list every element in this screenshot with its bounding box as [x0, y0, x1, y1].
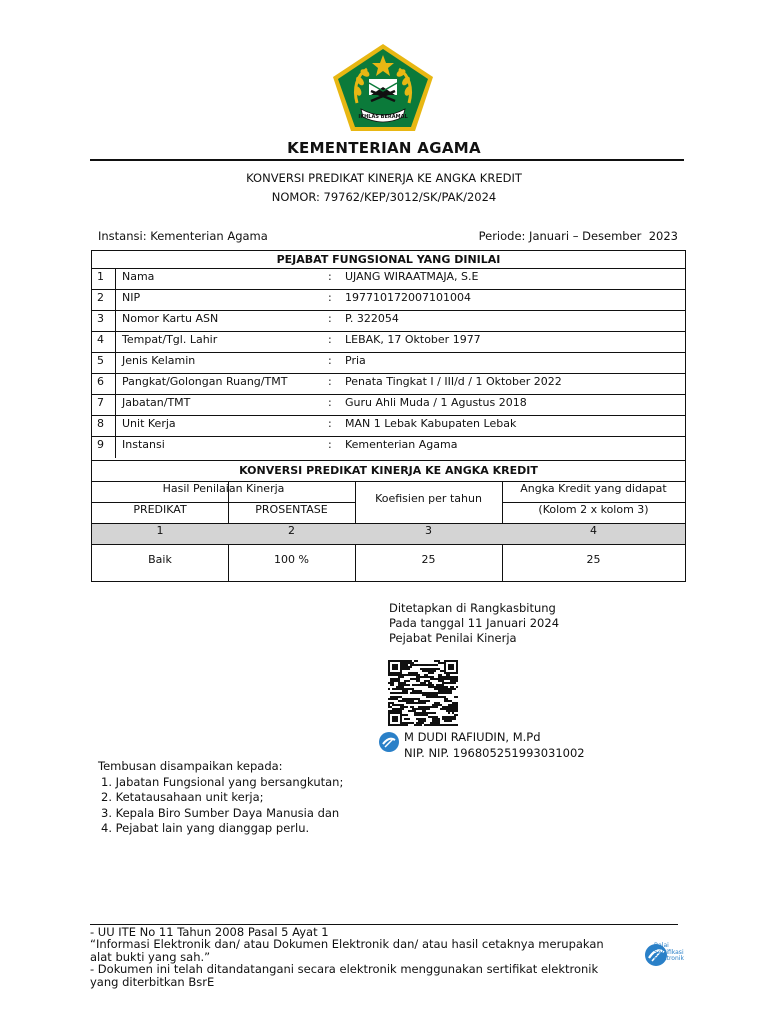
field-separator: :	[328, 270, 332, 283]
header-predikat: PREDIKAT	[133, 503, 187, 516]
officer-row	[92, 268, 685, 289]
signer-nip: NIP. NIP. 196805251993031002	[404, 746, 585, 760]
header-angka-kredit: Angka Kredit yang didapat	[520, 482, 667, 495]
field-separator: :	[328, 333, 332, 346]
col-number-2: 2	[288, 524, 295, 537]
field-value: Guru Ahli Muda / 1 Agustus 2018	[345, 396, 527, 409]
officer-row	[92, 331, 685, 352]
row-number: 7	[97, 396, 104, 409]
field-separator: :	[328, 375, 332, 388]
field-label: Unit Kerja	[122, 417, 176, 430]
value-angka-kredit: 25	[586, 553, 601, 566]
field-value: MAN 1 Lebak Kabupaten Lebak	[345, 417, 517, 430]
bsre-seal-icon	[378, 731, 400, 753]
field-label: Nomor Kartu ASN	[122, 312, 219, 325]
field-label: Nama	[122, 270, 155, 283]
copies-heading: Tembusan disampaikan kepada:	[98, 759, 283, 773]
title-divider	[90, 159, 684, 161]
copies-item: 3. Kepala Biro Sumber Daya Manusia dan	[101, 805, 340, 820]
header-hasil-penilaian: Hasil Penilaian Kinerja	[162, 482, 285, 495]
field-separator: :	[328, 291, 332, 304]
header-koefisien: Koefisien per tahun	[375, 492, 482, 505]
header-prosentase: PROSENTASE	[255, 503, 328, 516]
value-predikat: Baik	[148, 553, 172, 566]
emblem-motto: IKHLAS BERAMAL	[358, 114, 408, 120]
field-label: Tempat/Tgl. Lahir	[122, 333, 218, 346]
officer-section-title: PEJABAT FUNGSIONAL YANG DINILAI	[276, 253, 501, 266]
org-name: KEMENTERIAN AGAMA	[287, 139, 481, 157]
field-label: Jenis Kelamin	[122, 354, 196, 367]
field-label: Jabatan/TMT	[122, 396, 191, 409]
conversion-section-title: KONVERSI PREDIKAT KINERJA KE ANGKA KREDIT	[239, 464, 538, 477]
field-value: P. 322054	[345, 312, 399, 325]
officer-row	[92, 352, 685, 373]
bsre-label: Balai Sertifikasi Elektronik	[654, 942, 684, 962]
officer-row	[92, 373, 685, 394]
footer-esign-note: - Dokumen ini telah ditandatangani secara elektronik menggunakan sertifikat elektronik yang diterbitkan BsrE	[90, 962, 599, 989]
periode-label: Periode: Januari – Desember 2023	[478, 229, 678, 243]
officer-row	[92, 415, 685, 436]
field-separator: :	[328, 417, 332, 430]
signature-date: Pada tanggal 11 Januari 2024	[389, 616, 560, 630]
field-value: Kementerian Agama	[345, 438, 458, 451]
field-separator: :	[328, 312, 332, 325]
row-number: 3	[97, 312, 104, 325]
value-koefisien: 25	[421, 553, 436, 566]
qr-code[interactable]	[388, 660, 458, 726]
conversion-table	[91, 460, 686, 582]
footer-law: - UU ITE No 11 Tahun 2008 Pasal 5 Ayat 1	[90, 925, 329, 939]
field-value: LEBAK, 17 Oktober 1977	[345, 333, 481, 346]
instansi-label: Instansi: Kementerian Agama	[98, 229, 268, 243]
officer-row	[92, 310, 685, 331]
field-value: 197710172007101004	[345, 291, 471, 304]
copies-item: 2. Ketatausahaan unit kerja;	[101, 790, 264, 805]
copies-item: 1. Jabatan Fungsional yang bersangkutan;	[101, 774, 344, 789]
copies-block	[98, 759, 343, 837]
row-number: 8	[97, 417, 104, 430]
row-number: 6	[97, 375, 104, 388]
copies-item: 4. Pejabat lain yang dianggap perlu.	[101, 821, 310, 836]
officer-row	[92, 394, 685, 415]
field-separator: :	[328, 354, 332, 367]
field-separator: :	[328, 438, 332, 451]
signature-role: Pejabat Penilai Kinerja	[389, 631, 517, 645]
col-number-3: 3	[425, 524, 432, 537]
doc-title: KONVERSI PREDIKAT KINERJA KE ANGKA KREDIT	[246, 171, 522, 185]
col-number-4: 4	[590, 524, 597, 537]
field-label: Instansi	[122, 438, 165, 451]
officer-table	[91, 250, 686, 461]
row-number: 5	[97, 354, 104, 367]
col-number-1: 1	[156, 524, 164, 537]
field-value: Penata Tingkat I / III/d / 1 Oktober 2022	[345, 375, 562, 388]
field-value: UJANG WIRAATMAJA, S.E	[345, 270, 479, 283]
row-number: 4	[97, 333, 104, 346]
footer-quote: “Informasi Elektronik dan/ atau Dokumen Elektronik dan/ atau hasil cetaknya merupakan alat bukti yang sah.”	[90, 937, 604, 964]
value-prosentase: 100 %	[274, 553, 309, 566]
field-separator: :	[328, 396, 332, 409]
field-label: NIP	[122, 291, 141, 304]
officer-row	[92, 436, 685, 457]
field-label: Pangkat/Golongan Ruang/TMT	[122, 375, 288, 388]
signer-name: M DUDI RAFIUDIN, M.Pd	[404, 730, 541, 744]
officer-row	[92, 289, 685, 310]
footer-notes	[90, 926, 620, 988]
kemenag-emblem	[331, 43, 435, 133]
doc-number: NOMOR: 79762/KEP/3012/SK/PAK/2024	[271, 190, 497, 204]
row-number: 2	[97, 291, 104, 304]
signature-place: Ditetapkan di Rangkasbitung	[389, 601, 556, 615]
header-formula: (Kolom 2 x kolom 3)	[538, 503, 649, 516]
field-value: Pria	[345, 354, 366, 367]
row-number: 9	[97, 438, 104, 451]
row-number: 1	[97, 270, 104, 283]
